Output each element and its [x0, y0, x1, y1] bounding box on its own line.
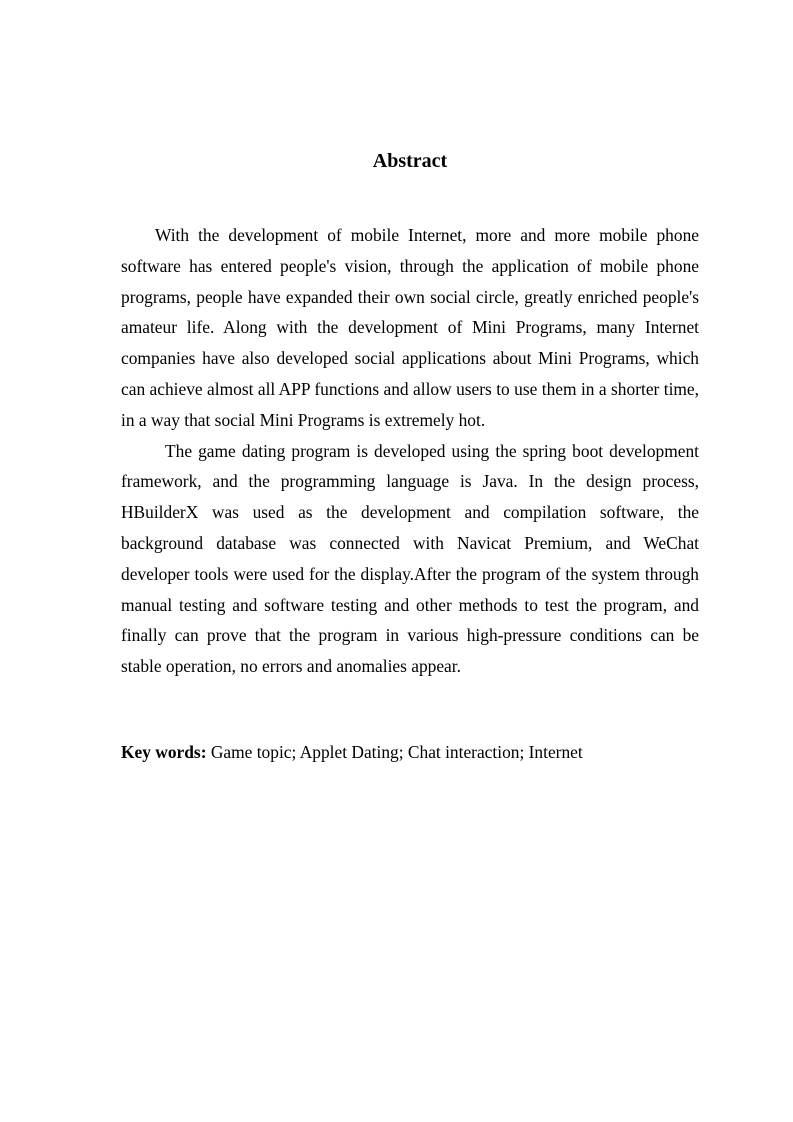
keywords-text: Game topic; Applet Dating; Chat interaction; Internet	[206, 742, 583, 762]
abstract-title: Abstract	[372, 150, 448, 172]
keywords-label: Key words:	[121, 742, 207, 762]
keywords-line	[121, 738, 699, 766]
abstract-body	[121, 220, 699, 682]
abstract-paragraph-2: The game dating program is developed using the spring boot development framework, and the programming language is Java. In the design process, HBuilderX was used as the development and compilation software, the background database was connected with Navicat Premium, and WeChat developer tools were used for the display.After the program of the system through manual testing and software testing and other methods to test the program, and finally can prove that the program in various high-pressure conditions can be stable operation, no errors and anomalies appear.	[121, 440, 699, 677]
abstract-paragraph-1: With the development of mobile Internet, more and more mobile phone software has entered people's vision, through the application of mobile phone programs, people have expanded their own social circle, greatly enriched people's amateur life. Along with the development of Mini Programs, many Internet companies have also developed social applications about Mini Programs, which can achieve almost all APP functions and allow users to use them in a shorter time, in a way that social Mini Programs is extremely hot.	[121, 225, 699, 430]
